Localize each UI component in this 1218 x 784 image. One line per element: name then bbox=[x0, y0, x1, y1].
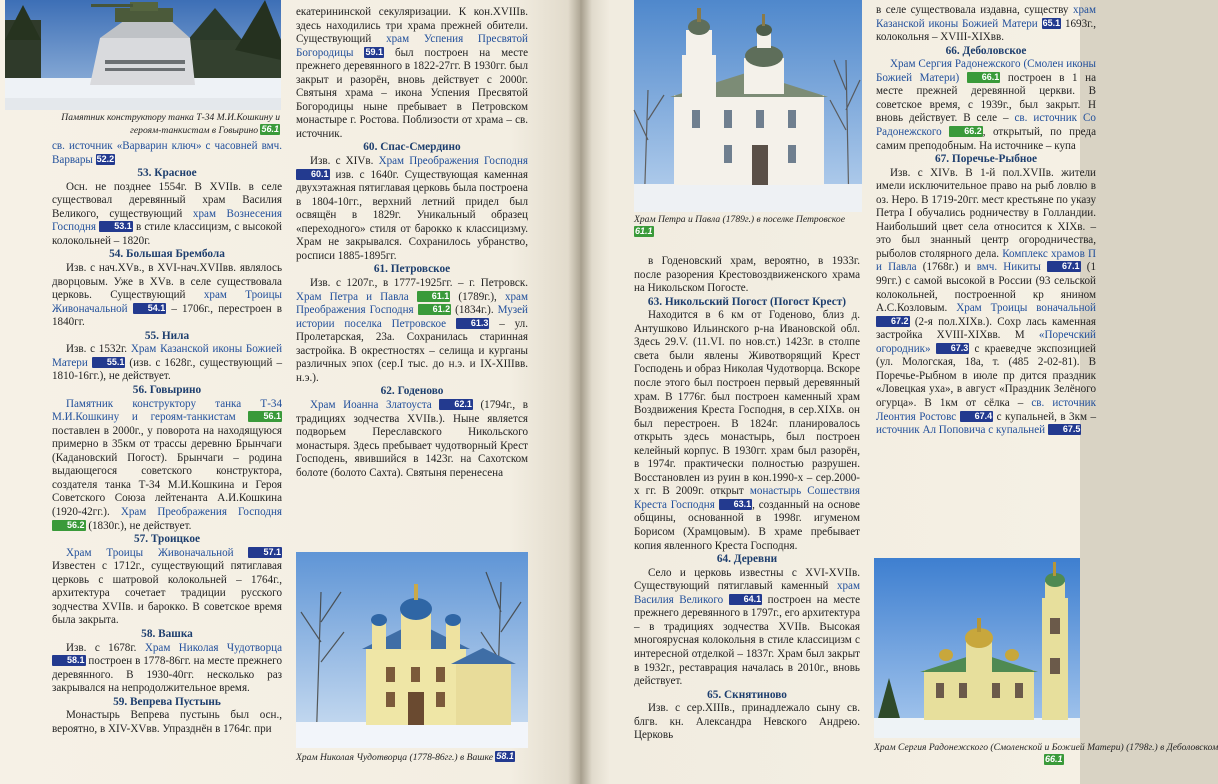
map-badge[interactable]: 66.1 bbox=[967, 72, 1001, 83]
map-badge[interactable]: 60.1 bbox=[296, 169, 330, 180]
map-badge[interactable]: 62.1 bbox=[439, 399, 473, 410]
temple-link[interactable]: Храм Сергия Радонежского (Смолен иконы Божией Матери) bbox=[876, 58, 1096, 84]
section-heading: 63. Никольский Погост (Погост Крест) bbox=[647, 295, 847, 308]
map-badge[interactable]: 66.2 bbox=[949, 126, 983, 137]
map-badge[interactable]: 61.3 bbox=[456, 318, 490, 329]
map-badge[interactable]: 67.2 bbox=[876, 316, 910, 327]
section-heading: 64. Деревни bbox=[716, 553, 778, 566]
map-badge[interactable]: 64.1 bbox=[729, 594, 763, 605]
map-badge[interactable]: 56.1 bbox=[261, 123, 279, 134]
section-heading: 59. Вепрева Пустынь bbox=[113, 695, 221, 708]
section-heading: 56. Говырино bbox=[132, 383, 202, 396]
map-badge[interactable]: 58.1 bbox=[52, 655, 86, 666]
section-heading: 65. Скнятиново bbox=[707, 688, 787, 701]
map-badge[interactable]: 65.1 bbox=[1042, 17, 1061, 28]
book-gutter-shadow bbox=[568, 0, 592, 784]
map-badge[interactable]: 61.2 bbox=[418, 304, 452, 315]
map-badge[interactable]: 61.1 bbox=[417, 291, 451, 302]
map-badge[interactable]: 67.4 bbox=[960, 411, 994, 422]
section-heading: 67. Поречье-Рыбное bbox=[934, 153, 1038, 166]
temple-complex-link[interactable]: Комплекс храмов П и Павла bbox=[876, 247, 1096, 274]
map-badge[interactable]: 66.1 bbox=[1045, 754, 1063, 764]
map-badge[interactable]: 57.1 bbox=[248, 547, 282, 558]
left-column-1: св. источник «Варварин ключ» с часовней вмч. Варвары 52.2 53. Красное Осн. не позднее 1554г. В XVIIв. в селе существовал деревянный храм Василия Великого, существующий храм Вознесения Господня 53.1 в стиле классицизм, с высокой колокольней – 1820г. 54. Большая Брембола Изв. с нач.XVв., в XVI-нач.XVIIвв. являлось дворцовым. Уже в XVв. в селе существовала церковь. Существующий храм Троицы Живоначальной 54.1 – 1706г., перестроен в 1840гг. 55. Нила Изв. с 1532г. Храм Казанской иконы Божией Матери 55.1 (изв. с 1628г., существующий – 1810-16гг.), не действует. 56. Говырино Памятник конструктору танка Т-34 М.И.Кошкину и героям-танкистам 56.1 поставлен в 2000г., у поворота на находящуюся примерно в 35км от трассы деревню Брынчаги (Кадановский Погост). Брынчаги – родина выдающегося советского конструктора, создателя танка Т-34 М.И.Кошкина и Героя Советского Союза лейтенанта А.И.Кошкина (1920-42гг.). Храм Преображения Господня 56.2 (1830г.), не действует. 57. Троицкое Храм Троицы Живоначальной 57.1 Известен с 1712г., существующий пятиглавая церковь с шатровой колокольней – 1764г., архитектура сочетает традиции русского зодчества XVIIв. и барокко. В советское время была закрыта. 58. Вашка Изв. с 1678г. Храм Николая Чудотворца 58.1 построен в 1778-86гг. на месте прежнего деревянного. В 1930-40гг. несколько раз закрывался на непродолжительное время. 59. Вепрева Пустынь Монастырь Вепрева пустынь был осн., вероятно, в XIV-XVвв. Упразднён в 1764г. при bbox=[52, 140, 283, 735]
section-heading: 62. Годеново bbox=[380, 385, 444, 398]
tank-photo-caption: Памятник конструктору танка Т-34 М.И.Кошкину и героям-танкистам в Говырино 56.1 bbox=[61, 112, 280, 136]
right-page bbox=[580, 0, 1218, 784]
debolovskoe-photo-caption: Храм Сергия Радонежского (Смоленской и Божией Матери) (1798г.) в Деболовском 66.1 bbox=[874, 742, 1218, 764]
debolovskoe-church-photo bbox=[874, 558, 1080, 738]
map-badge[interactable]: 56.2 bbox=[52, 520, 86, 531]
map-badge[interactable]: 56.1 bbox=[248, 411, 282, 422]
right-column-4: в селе существовала издавна, существу храм Казанской иконы Божией Матери 65.1 1693г., колокольня – XVIII-XIXвв. 66. Деболовское Храм Сергия Радонежского (Смолен иконы Божией Матери) 66.1 построен в 1 на месте прежней деревянной церкви. В советское время, с 1939г., был закрыт. Н вновь действует. В селе – св. источник Со Радонежского 66.2, открытый, по преда самим преподобным. На источнике – купа 67. Поречье-Рыбное Изв. с XIVв. В 1-й пол.XVIIв. жители имели исключительное право на рыб ловлю в оз. Неро. В 1719-20гг. мест крестьяне по указу Петра I обучались родничеству в Голландии. Наибольший цвет села относится к XIXв. – это был знанный центр огородничества, рыболов столярного дела. Комплекс храмов П и Павла (1768г.) и вмч. Никиты 67.1 (1 99гг.) с самой высокой в России (93 сельской колокольней, построенной кр янином А.С.Козловым. Храм Троицы воначальной 67.2 (2-я пол.XIXв.). Сохр лась каменная застройка XVIII-XIXвв. М «Поречский огородник» 67.3 с краеведче экспозицией (ул. Мологская, 18а, т. (485 2-02-81). В Поречье-Рыбном в июле пр дится праздник «Ловецкая уха», в август «Праздник Зелёного огурца». В 1км от сёлка – св. источник Леонтия Ростовс 67.4 с купальней, в 3км – источник Ал Поповича с купальней 67.5 bbox=[876, 4, 1097, 437]
temple-link[interactable]: Храм Троицы воначальной bbox=[956, 302, 1096, 315]
section-heading: 66. Деболовское bbox=[945, 44, 1027, 57]
map-badge[interactable]: 55.1 bbox=[92, 357, 126, 368]
temple-link[interactable]: Храм Николая Чудотворца bbox=[144, 641, 283, 654]
temple-link[interactable]: Храм Иоанна Златоуста bbox=[310, 399, 432, 411]
petrovskoe-photo-caption: Храм Петра и Павла (1789г.) в поселке Петровское 61.1 bbox=[634, 214, 845, 236]
map-badge[interactable]: 67.3 bbox=[936, 343, 970, 354]
spring-link[interactable]: св. источник Со Радонежского bbox=[876, 112, 1096, 138]
museum-link[interactable]: Музей истории поселка Петровское bbox=[296, 304, 528, 330]
section-heading: 60. Спас-Смердино bbox=[363, 141, 461, 154]
temple-link[interactable]: вмч. Никиты bbox=[976, 261, 1041, 274]
map-badge[interactable]: 67.5 bbox=[1048, 424, 1082, 435]
temple-link[interactable]: Храм Петра и Павла bbox=[296, 290, 409, 303]
section-heading: 58. Вашка bbox=[141, 627, 193, 640]
left-column-2: екатерининской секуляризации. К кон.XVIIIв. здесь находились три храма прежней обители. Существующий храм Успения Пресвятой Богородицы 59.1 был построен на месте прежнего деревянного в 1822-27гг. В 1930гг. был закрыт и разорён, вновь действует с 2000г. Святыня храма – икона Успения Пресвятой Богородицы ныне пребывает в Петровском монастыре г. Ростова. Поблизости от храма – св. источник. 60. Спас-Смердино Изв. с XIVв. Храм Преображения Господня 60.1 изв. с 1640г. Существующая каменная двухэтажная пятиглавая церковь была построена в 1804-10гг., верхний летний придел был освящён в 1829г. Уникальный образец «переходного» стиля от барокко к классицизму. Храм не закрывался. Сохранилось убранство, росписи 1885-1895гг. 61. Петровское Изв. с 1207г., в 1777-1925гг. – г. Петровск. Храм Петра и Павла 61.1 (1789г.), храм Преображения Господня 61.2 (1834г.). Музей истории поселка Петровское 61.3 – ул. Пролетарская, 23а. Сохранилась старинная застройка. В окрестностях – селища и курганы различных эпох (сер.I тыс. до н.э. и IX-XIIIвв. н.э.). 62. Годеново Храм Иоанна Златоуста 62.1 (1794г., в традициях зодчества XVIIв.). Ныне является подворьем Переславского Никольского монастыря. Здесь пребывает чудотворный Крест Господень, явившийся в 1423г. на Сахотском болоте (болото Сахта). Святыня перенесена bbox=[296, 6, 528, 479]
section-heading: 57. Троицкое bbox=[133, 533, 201, 546]
map-badge[interactable]: 67.1 bbox=[1047, 261, 1081, 272]
spring-link[interactable]: св. источник Леонтия Ростовс bbox=[876, 396, 1097, 423]
vashka-photo-caption: Храм Николая Чудотворца (1778-86гг.) в Вашке 58.1 bbox=[296, 751, 514, 763]
temple-link[interactable]: храм Вознесения Господня bbox=[52, 207, 282, 234]
vashka-church-photo bbox=[296, 552, 528, 748]
map-badge[interactable]: 54.1 bbox=[133, 303, 167, 314]
monastery-link[interactable]: монастырь Сошествия Креста Господня bbox=[634, 485, 860, 511]
temple-link[interactable]: храм Василия Великого bbox=[634, 580, 860, 606]
temple-link[interactable]: Храм Преображения Господня bbox=[120, 505, 282, 518]
spring-link[interactable]: источник Ал Поповича с купальней bbox=[876, 424, 1046, 437]
right-column-3: в Годеновский храм, вероятно, в 1933г. после разорения Крестовоздвиженского храма на Никольском Погосте. 63. Никольский Погост (Погост Крест) Находится в 6 км от Годеново, близ д. Антушково Ильинского р-на Ивановской обл. Здесь 29.V. (11.VI. по нов.ст.) 1423г. в столпе света были явлены Животворящий Крест Господень и образ Николая Чудотворца. Вскоре после этого был построен первый деревянный храм. В 1776г. был построен каменный храм Воздвижения Креста Господня, в сер.XIXв. он был перестроен. В 1824г. планировалось открыть здесь монастырь, был построен келейный корпус. В 1930гг. храм был разорён, в 1974г. практически полностью разрушен. Восстановлен из руин в кон.1990-х – сер.2000-х гг. В 2009г. открыт монастырь Сошествия Креста Господня 63.1, созданный на основе общины, основанной в 1998г. игуменом Борисом (Храмцовым). В храме пребывает копия явленного Креста Господня. 64. Деревни Село и церковь известны с XVI-XVIIв. Существующий пятиглавый каменный храм Василия Великого 64.1 построен на месте прежнего деревянного в 1797г., его архитектура – в традициях зодчества XVIIв. Высокая многоярусная колокольня в стиле классицизм с интересной отделкой – 1837г. Храм был закрыт в 1932г., реставрация началась в 2010г., вновь действует. 65. Скнятиново Изв. с сер.XIIIв., принадлежало сыну св. блгв. кн. Александра Невского Андрею. Церковь bbox=[634, 255, 860, 742]
temple-link[interactable]: Храм Троицы Живоначальной bbox=[66, 546, 234, 559]
section-heading: 55. Нила bbox=[144, 329, 190, 342]
map-badge[interactable]: 59.1 bbox=[365, 46, 383, 57]
museum-link[interactable]: «Поречский огородник» bbox=[876, 329, 1096, 355]
map-badge[interactable]: 53.1 bbox=[99, 221, 133, 232]
left-page bbox=[0, 0, 580, 784]
section-heading: 54. Большая Брембола bbox=[109, 248, 225, 261]
map-badge[interactable]: 52.2 bbox=[96, 153, 115, 164]
temple-link[interactable]: храм Казанской иконы Божией Матери bbox=[876, 4, 1096, 30]
map-badge[interactable]: 63.1 bbox=[719, 499, 753, 510]
section-heading: 61. Петровское bbox=[373, 263, 451, 276]
section-heading: 53. Красное bbox=[137, 167, 197, 180]
temple-link[interactable]: храм Успения Пресвятой Богородицы bbox=[296, 33, 528, 59]
tank-monument-photo bbox=[5, 0, 281, 110]
petrovskoe-church-photo bbox=[634, 0, 862, 212]
map-badge[interactable]: 58.1 bbox=[496, 751, 514, 761]
varvara-spring-link[interactable]: св. источник «Варварин ключ» с часовней вмч. Варвары bbox=[52, 140, 282, 166]
temple-link[interactable]: Храм Преображения Господня bbox=[378, 155, 528, 168]
map-badge[interactable]: 61.1 bbox=[635, 225, 653, 236]
temple-link[interactable]: храм Преображения Господня bbox=[296, 290, 528, 317]
monument-link[interactable]: Памятник конструктору танка Т-34 М.И.Кошкину и героям-танкистам bbox=[52, 397, 282, 424]
temple-link[interactable]: храм Троицы Живоначальной bbox=[52, 289, 282, 315]
temple-link[interactable]: Храм Казанской иконы Божией Матери bbox=[52, 343, 283, 369]
